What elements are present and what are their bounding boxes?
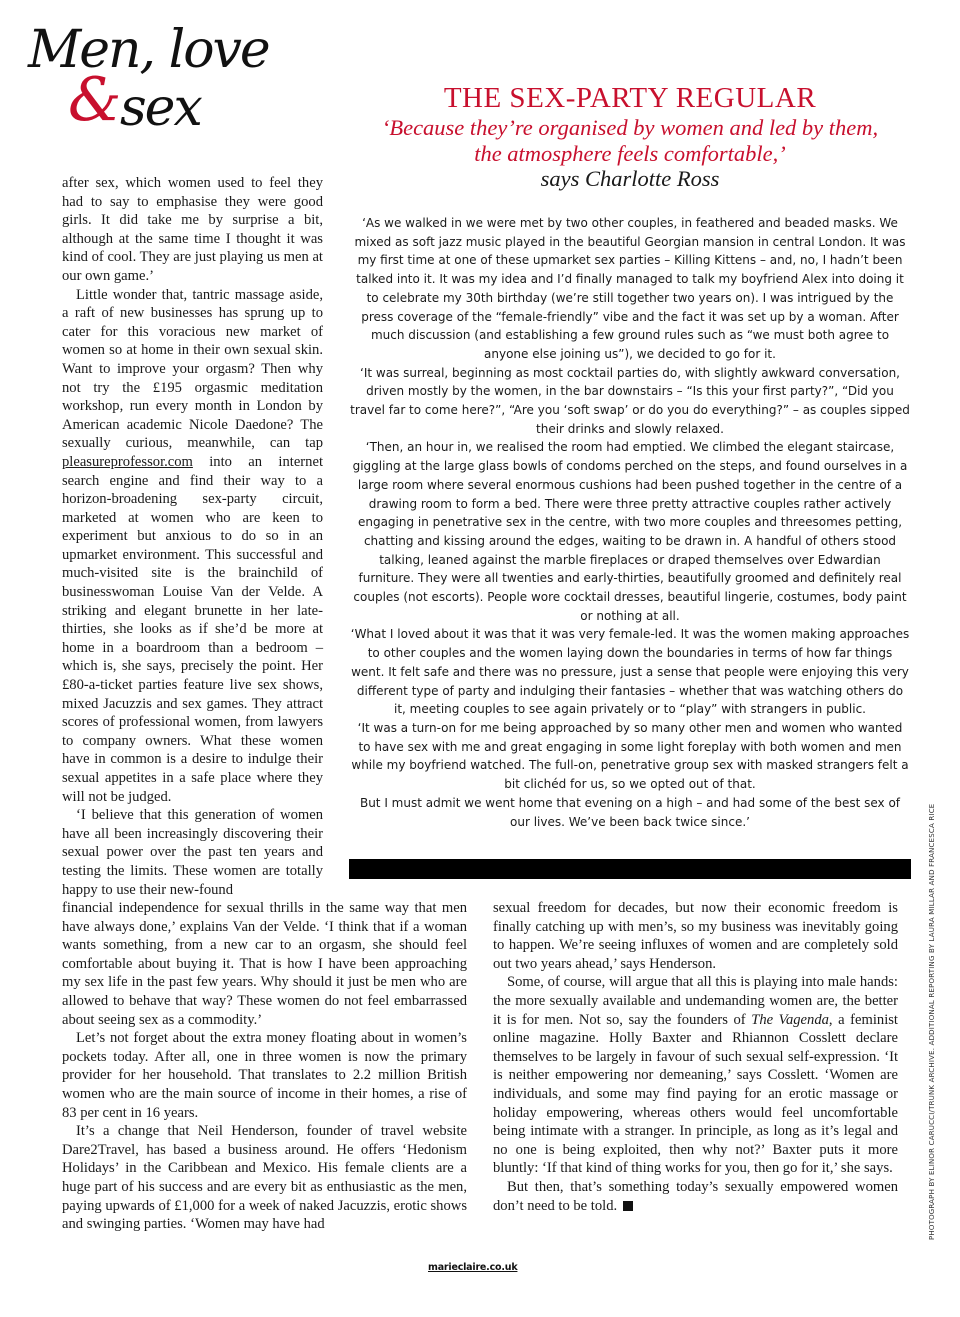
boxout-paragraph: ‘As we walked in we were met by two other couples, in feathered and beaded masks. We mixed as soft jazz music played in the beautiful Georgian mansion in central London. It was my first time at one of these upmarket sex parties – Killing Kittens – and, no, I hadn’t been talked into it. It was my idea and I’d finally managed to talk my boyfriend Alex into doing it to celebrate my 30th birthday (we’re still together two years on). I was intrigued by the press coverage of the “female-friendly” vibe and the fact it was set up by a woman. After much discussion (and establishing a few ground rules such as “we must both agree to anyone else joining us”), we decided to go for it.	[354, 216, 906, 361]
section-logo-line1: Men, love	[28, 20, 269, 80]
bottom-right-paragraph-3	[493, 1178, 898, 1215]
left-paragraph-1: after sex, which women used to feel they had to say to emphasise they were good girls. It did take me by surprise a bit, although at the same time I thought it was kind of cool. They are just playing us men at our own game.’	[62, 175, 323, 284]
left-paragraph-2-text-b: into an internet search engine and find their way to a horizon-broadening sex-party circuit, marketed at women who are keen to experiment but anxious to do so in an upmarket environment. This successful and much-visited site is the brainchild of businesswoman Louise Van der Velde. A striking and elegant brunette in her late-thirties, she looks as if she’d be more at home in a boardroom than a bedroom – which is, she says, precisely the point. Her £80-a-ticket parties feature live sex shows, mixed Jacuzzis and sex games. They attract scores of professional women, from lawyers to company owners. What these women have in common is a desire to indulge their sexual appetites in a safe place where they will not be judged.	[62, 453, 323, 805]
boxout-paragraph: But I must admit we went home that evening on a high – and had some of the best sex of our lives. We’ve been back twice since.’	[359, 795, 901, 829]
boxout-header	[350, 82, 910, 191]
bottom-right-paragraph-3-text: But then, that’s something today’s sexually empowered women don’t need to be told.	[493, 1178, 898, 1214]
boxout-quote-line1: ‘Because they’re organised by women and led by them,	[381, 115, 879, 140]
boxout-title: THE SEX-PARTY REGULAR	[443, 82, 817, 114]
left-paragraph-2-text-a: Little wonder that, tantric massage aside, a raft of new businesses has sprung up to cater for this voracious new market of women so at home in their own sexual skin. Want to improve your orgasm? Then why not try the £195 orgasmic meditation workshop, run every month in London by American academic Nicole Daedone? The sexually curious, meanwhile, can tap	[62, 286, 323, 452]
bottom-left-paragraph-3: It’s a change that Neil Henderson, founder of travel website Dare2Travel, has based a business around. He offers ‘Hedonism Holidays’ in the Caribbean and Mexico. His female clients are a huge part of his success and are every bit as enthusiastic as the men, paying upwards of £1,000 for a week of naked Jacuzzis, erotic shows and swinging parties. ‘Women may have had	[62, 1123, 467, 1233]
bottom-right-paragraph-2-text-b: , a feminist online magazine. Holly Baxter and Rhiannon Cosslett declare themselves to be largely in favour of such sexual self-expression. ‘It is neither empowering nor demeaning,’ says Cosslett. ‘Women are individuals, and some may find paying for an erotic massage or holiday empowering, whereas others would feel uncomfortable being intimate with a stranger. In principle, as long as it’s legal and no one is being exploited, then why not?’ Baxter puts it more bluntly: ‘If that kind of thing works for you, then go for it,’ she says.	[493, 1011, 898, 1177]
bottom-left-paragraph-1: financial independence for sexual thrills in the same way that men have always done,’ explains Van der Velde. ‘I think that if a woman wants something, from a new car to an orgasm, she should feel comfortable about buying it. That is how I have been approaching my sex life in the past few years. Why should it just be men who are allowed to behave that way? These women do not feel embarrassed about seeing sex as a commodity.’	[62, 900, 467, 1028]
photo-credit: PHOTOGRAPH BY ELINOR CARUCCI/TRUNK ARCHIVE. ADDITIONAL REPORTING BY LAURA MILLAR AND FRANCESCA RICE	[928, 803, 936, 1240]
left-column	[62, 174, 323, 899]
left-paragraph-2	[62, 286, 323, 807]
bottom-right-column	[493, 899, 898, 1215]
boxout-paragraph: ‘It was a turn-on for me being approached by so many other men and women who wanted to have sex with me and great engaging in some light foreplay with both women and men while my boyfriend watched. The full-on, penetrative group sex with masked strangers felt a bit clichéd for us, so we opted out of that.	[351, 720, 909, 792]
footer-site[interactable]: marieclaire.co.uk	[428, 1262, 518, 1273]
boxout-body	[350, 214, 910, 831]
bottom-right-paragraph-1: sexual freedom for decades, but now their economic freedom is finally catching up with men’s, so my business was inevitably going to happen. We’re seeing influxes of women and are completely sold out two years ahead,’ says Henderson.	[493, 900, 898, 972]
bottom-right-paragraph-2-text-a: Some, of course, will argue that all this is playing into male hands: the more sexually available and undemanding women are, the better it is for men. Not so, say the founders of	[493, 974, 898, 1028]
end-mark-icon	[623, 1201, 633, 1211]
boxout-bottom-rule	[349, 859, 911, 879]
bottom-right-paragraph-2	[493, 973, 898, 1178]
bottom-left-column	[62, 899, 467, 1234]
vagenda-title: The Vagenda	[751, 1011, 829, 1028]
section-logo-ampersand: &	[68, 65, 122, 135]
boxout-byline: says Charlotte Ross	[540, 166, 720, 191]
pleasureprofessor-link[interactable]: pleasureprofessor.com	[62, 453, 193, 470]
boxout-paragraph: ‘It was surreal, beginning as most cocktail parties do, with slightly awkward conversation, driven mostly by the women, in the bar downstairs – “Is this your first party?”, “Did you travel far to come here?”, “Are you ‘soft swap’ or do you do everything?” – as couples sipped their drinks and slowly relaxed.	[350, 365, 910, 436]
section-logo	[28, 20, 269, 138]
left-paragraph-3: ‘I believe that this generation of women have all been increasingly discovering their sexual power over the past ten years and testing the limits. These women are totally happy to use their new-found	[62, 807, 323, 898]
section-logo-line2: sex	[120, 78, 201, 138]
boxout-paragraph: ‘Then, an hour in, we realised the room had emptied. We climbed the elegant staircase, giggling at the large glass bowls of condoms perched on the steps, and found ourselves in a large room where several enormous cushions had been pushed together in the centre of a drawing room to form a bed. There were three pretty attractive couples rather actively engaging in penetrative sex in the centre, with two more couples and threesomes petting, chatting and kissing around the edges, waiting to be drawn in. A handful of others stood talking, leaned against the marble fireplaces or draped themselves over Edwardian furniture. They were all twenties and early-thirties, beautifully groomed and definitely real couples (not escorts). People wore cocktail dresses, beautiful lingerie, costumes, body paint or nothing at all.	[352, 440, 908, 623]
bottom-left-paragraph-2: Let’s not forget about the extra money floating about in women’s pockets today. After all, one in three women is now the primary provider for her household. That translates to 2.2 million British women who are the main source of income in their homes, a rise of 83 per cent in 16 years.	[62, 1030, 467, 1121]
boxout-quote-line2: the atmosphere feels comfortable,’	[474, 141, 786, 166]
boxout-paragraph: ‘What I loved about it was that it was very female-led. It was the women making approaches to other couples and the women laying down the boundaries in terms of how far things went. It felt safe and there was no pressure, just a sense that people were enjoying this very different type of party and indulging their fantasies – whether that was watching others do it, meeting couples to see again privately or to “play” with strangers in public.	[350, 627, 910, 717]
